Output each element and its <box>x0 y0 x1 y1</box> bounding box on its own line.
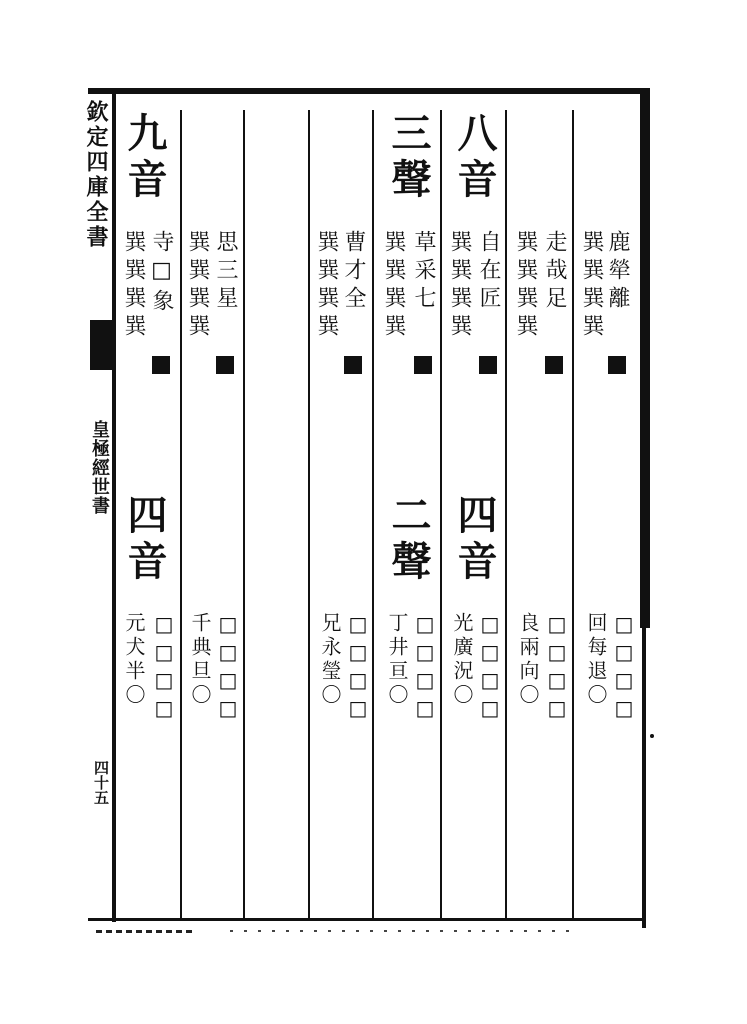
column-text: 思三星 <box>213 230 238 314</box>
column-text: 兄永瑩〇 <box>318 612 342 708</box>
black-square-mark <box>608 356 626 374</box>
column-text: □□□□ <box>152 612 176 724</box>
print-noise <box>230 930 570 932</box>
column-text: 自在匠 <box>476 230 501 314</box>
column-text: 草采七 <box>411 230 436 314</box>
column-text: 巽巽巽巽 <box>447 230 472 342</box>
column-rule <box>180 110 182 918</box>
column-text: □□□□ <box>545 612 569 724</box>
column-text: 巽巽巽巽 <box>579 230 604 342</box>
column-text: □□□□ <box>413 612 437 724</box>
margin-page-number: 四十五 <box>92 760 110 805</box>
column-text: 巽巽巽巽 <box>185 230 210 342</box>
column-text: □□□□ <box>612 612 636 724</box>
black-square-mark <box>479 356 497 374</box>
print-noise <box>96 930 196 933</box>
column-text: □□□□ <box>478 612 502 724</box>
column-heading: 三聲 <box>385 112 432 204</box>
column-text: 走哉足 <box>542 230 567 314</box>
frame-right-border <box>640 88 650 628</box>
column-text: □□□□ <box>216 612 240 724</box>
column-text: 回每退〇 <box>584 612 608 708</box>
column-text: 鹿犖離 <box>605 230 630 314</box>
column-text: □□□□ <box>346 612 370 724</box>
column-rule <box>308 110 310 918</box>
column-heading: 四音 <box>121 494 168 586</box>
column-text: 寺□象 <box>149 230 174 317</box>
column-text: 光廣況〇 <box>450 612 474 708</box>
column-text: 曹才全 <box>341 230 366 314</box>
black-square-mark <box>216 356 234 374</box>
column-text: 巽巽巽巽 <box>513 230 538 342</box>
column-text: 巽巽巽巽 <box>381 230 406 342</box>
margin-title: 欽定四庫全書 <box>83 100 109 250</box>
column-heading: 二聲 <box>385 494 432 586</box>
column-rule <box>440 110 442 918</box>
fish-tail-mark <box>90 320 112 370</box>
black-square-mark <box>414 356 432 374</box>
frame-bottom-border <box>88 918 646 921</box>
column-rule <box>372 110 374 918</box>
column-heading: 八音 <box>451 112 498 204</box>
column-rule <box>243 110 245 918</box>
column-text: 元犬半〇 <box>122 612 146 708</box>
margin-book-title: 皇極經世書 <box>89 420 110 515</box>
black-square-mark <box>152 356 170 374</box>
column-rule <box>572 110 574 918</box>
column-heading: 九音 <box>121 112 168 204</box>
column-text: 良兩向〇 <box>516 612 540 708</box>
column-text: 千典旦〇 <box>188 612 212 708</box>
column-text: 巽巽巽巽 <box>314 230 339 342</box>
frame-top-border <box>88 88 648 94</box>
column-heading: 四音 <box>451 494 498 586</box>
column-text: 巽巽巽巽 <box>121 230 146 342</box>
frame-right-border-thin <box>642 628 646 928</box>
ink-dot <box>650 734 654 738</box>
column-rule <box>505 110 507 918</box>
black-square-mark <box>545 356 563 374</box>
black-square-mark <box>344 356 362 374</box>
frame-left-border <box>112 94 116 922</box>
column-text: 丁井亘〇 <box>385 612 409 708</box>
